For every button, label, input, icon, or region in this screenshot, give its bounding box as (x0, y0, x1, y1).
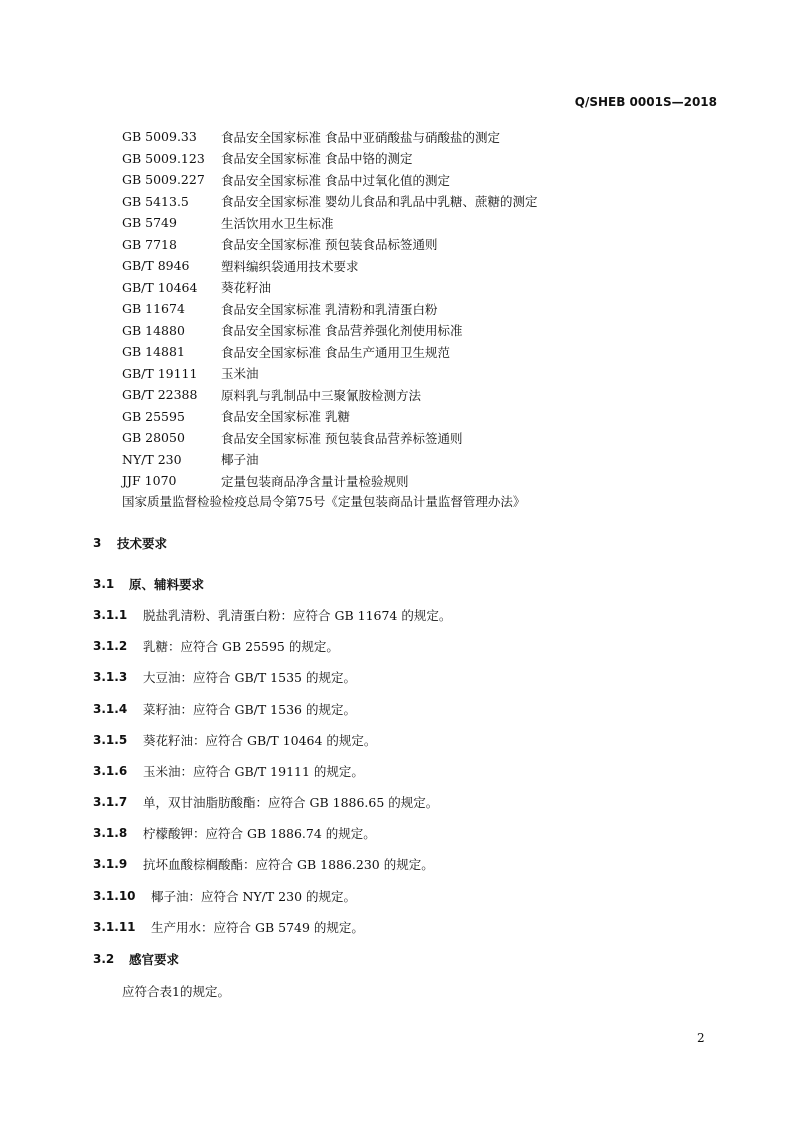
clause-item (93, 606, 451, 624)
clause-item (93, 637, 339, 655)
reference-code: NY/T 230 (122, 451, 182, 467)
clause-number: 3.1.11 (93, 920, 136, 934)
reference-row (122, 427, 537, 449)
reference-code: GB 5413.5 (122, 193, 189, 209)
clause-text: 抗坏血酸棕榈酸酯：应符合 GB 1886.230 的规定。 (143, 857, 434, 872)
clause-number: 3.1.9 (93, 857, 128, 871)
clause-item (93, 824, 376, 842)
section-heading-3 (93, 534, 167, 552)
clause-number: 3.1.1 (93, 608, 128, 622)
reference-title: 食品安全国家标准 婴幼儿食品和乳品中乳糖、蔗糖的测定 (221, 194, 538, 210)
section-heading-3-2 (93, 950, 179, 968)
reference-title: 葵花籽油 (221, 280, 272, 296)
reference-title: 食品安全国家标准 食品中过氧化值的测定 (221, 172, 450, 188)
clause-item (93, 918, 364, 936)
clause-item (93, 731, 376, 749)
reference-code: GB 25595 (122, 408, 185, 424)
section-title: 感官要求 (129, 952, 180, 967)
reference-title: 塑料编织袋通用技术要求 (221, 258, 359, 274)
reference-row (122, 320, 537, 342)
reference-code: GB 5009.123 (122, 150, 205, 166)
clause-number: 3.1.2 (93, 639, 128, 653)
reference-title: 食品安全国家标准 食品生产通用卫生规范 (221, 344, 450, 360)
clause-text: 脱盐乳清粉、乳清蛋白粉：应符合 GB 11674 的规定。 (143, 608, 452, 623)
reference-title: 定量包装商品净含量计量检验规则 (221, 473, 409, 489)
clause-text: 菜籽油：应符合 GB/T 1536 的规定。 (143, 702, 356, 717)
reference-row (122, 255, 537, 277)
reference-code: GB/T 22388 (122, 387, 198, 403)
reference-code: GB 14881 (122, 344, 185, 360)
reference-title: 食品安全国家标准 食品中铬的测定 (221, 151, 413, 167)
reference-code: GB/T 8946 (122, 258, 190, 274)
clause-number: 3.1.8 (93, 826, 128, 840)
reference-code: GB 5009.227 (122, 172, 205, 188)
clause-item (93, 887, 356, 905)
reference-code: GB 14880 (122, 322, 185, 338)
reference-row (122, 341, 537, 363)
reference-code: GB 7718 (122, 236, 177, 252)
reference-code: GB/T 10464 (122, 279, 198, 295)
reference-title: 生活饮用水卫生标准 (221, 215, 334, 231)
reference-row (122, 363, 537, 385)
reference-title: 食品安全国家标准 乳糖 (221, 409, 350, 425)
reference-title: 食品安全国家标准 食品中亚硝酸盐与硝酸盐的测定 (221, 129, 500, 145)
reference-title: 食品安全国家标准 食品营养强化剂使用标准 (221, 323, 463, 339)
reference-code: GB 28050 (122, 430, 185, 446)
section-number: 3.2 (93, 952, 115, 966)
reference-row (122, 191, 537, 213)
reference-row (122, 169, 537, 191)
clause-number: 3.1.4 (93, 702, 128, 716)
reference-row (122, 384, 537, 406)
reference-row (122, 449, 537, 471)
clause-item (93, 793, 438, 811)
section-heading-3-1 (93, 575, 204, 593)
clause-text: 葵花籽油：应符合 GB/T 10464 的规定。 (143, 733, 377, 748)
clause-text: 椰子油：应符合 NY/T 230 的规定。 (151, 889, 357, 904)
document-code-header: Q/SHEB 0001S—2018 (574, 95, 717, 109)
reference-title: 椰子油 (221, 452, 259, 468)
reference-row (122, 406, 537, 428)
reference-row (122, 277, 537, 299)
clause-item (93, 700, 356, 718)
reference-row (122, 126, 537, 148)
clause-number: 3.1.6 (93, 764, 128, 778)
paragraph-3-2: 应符合表1的规定。 (122, 984, 230, 999)
reference-title: 食品安全国家标准 预包装食品标签通则 (221, 237, 438, 253)
clause-text: 乳糖：应符合 GB 25595 的规定。 (143, 639, 339, 654)
section-title: 原、辅料要求 (129, 577, 205, 592)
reference-code: GB 5009.33 (122, 129, 197, 145)
reference-code: GB 5749 (122, 215, 177, 231)
reference-code: JJF 1070 (122, 473, 177, 489)
section-number: 3.1 (93, 577, 115, 591)
reference-title: 食品安全国家标准 乳清粉和乳清蛋白粉 (221, 301, 438, 317)
reference-row (122, 148, 537, 170)
clause-item (93, 668, 356, 686)
reference-row (122, 298, 537, 320)
clause-text: 生产用水：应符合 GB 5749 的规定。 (151, 920, 364, 935)
page-number: 2 (697, 1031, 705, 1045)
reference-title: 玉米油 (221, 366, 259, 382)
section-title: 技术要求 (117, 536, 168, 551)
reference-note: 国家质量监督检验检疫总局令第75号《定量包装商品计量监督管理办法》 (122, 494, 526, 509)
clause-text: 玉米油：应符合 GB/T 19111 的规定。 (143, 764, 364, 779)
clause-text: 柠檬酸钾：应符合 GB 1886.74 的规定。 (143, 826, 376, 841)
reference-title: 原料乳与乳制品中三聚氰胺检测方法 (221, 387, 422, 403)
clause-number: 3.1.10 (93, 889, 136, 903)
clause-text: 大豆油：应符合 GB/T 1535 的规定。 (143, 670, 356, 685)
clause-number: 3.1.5 (93, 733, 128, 747)
reference-code: GB 11674 (122, 301, 185, 317)
clause-item (93, 762, 364, 780)
clause-number: 3.1.7 (93, 795, 128, 809)
reference-title: 食品安全国家标准 预包装食品营养标签通则 (221, 430, 463, 446)
normative-references-list (122, 126, 537, 492)
section-number: 3 (93, 536, 102, 550)
clause-number: 3.1.3 (93, 670, 128, 684)
clause-text: 单，双甘油脂肪酸酯：应符合 GB 1886.65 的规定。 (143, 795, 439, 810)
clause-item (93, 855, 434, 873)
reference-row (122, 470, 537, 492)
reference-row (122, 234, 537, 256)
reference-row (122, 212, 537, 234)
reference-code: GB/T 19111 (122, 365, 198, 381)
